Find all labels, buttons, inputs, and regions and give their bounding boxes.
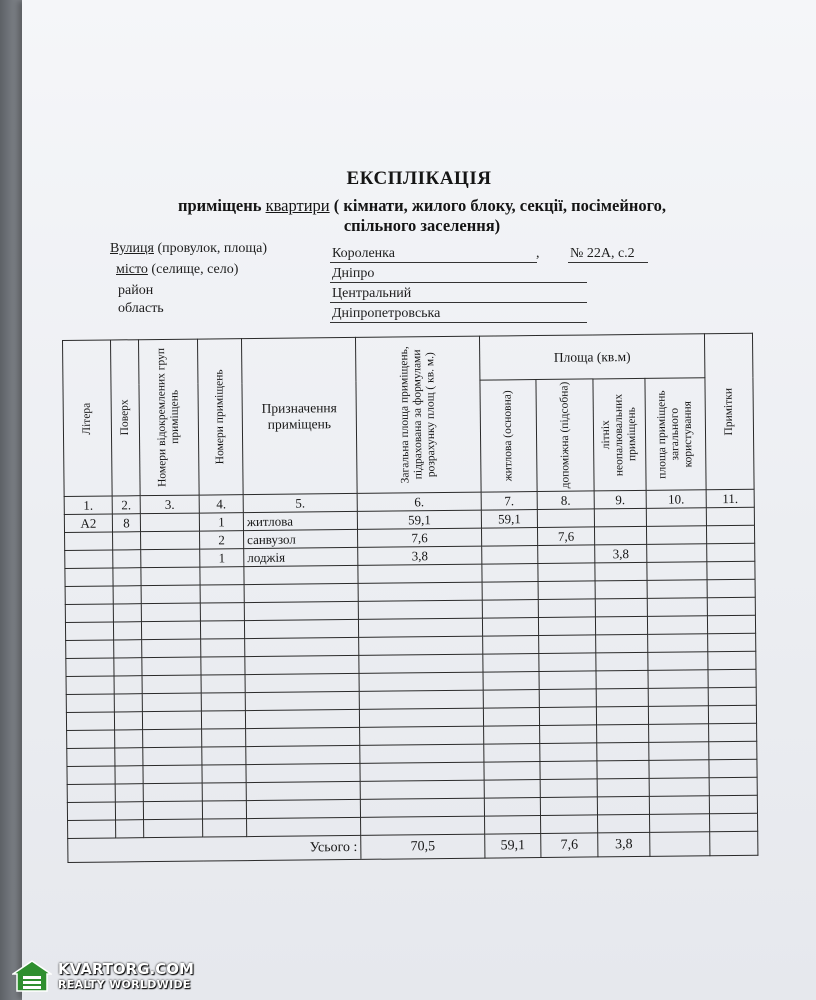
document-subtitle [82, 196, 762, 236]
cell-floor [113, 550, 141, 568]
column-number: 8. [537, 491, 594, 510]
cell-living [481, 528, 537, 547]
subtitle-word-apartment: квартири [265, 196, 330, 215]
city-label-main: місто [116, 262, 148, 277]
header-common: площа приміщень загального користування [645, 378, 706, 491]
cell-summer [594, 526, 646, 545]
cell-total: 7,6 [357, 528, 481, 547]
city-value: Дніпро [330, 266, 587, 283]
cell-purpose: санвузол [244, 529, 358, 548]
totals-aux: 7,6 [541, 833, 598, 858]
watermark-brand: KVARTORG.COM [58, 960, 194, 978]
cell-litera: А2 [64, 514, 112, 533]
document-title: ЕКСПЛІКАЦІЯ [346, 168, 492, 189]
header-auxiliary: допоміжна (підсобна) [536, 379, 594, 492]
column-number: 5. [243, 493, 357, 512]
column-number: 7. [481, 492, 537, 511]
column-number: 2. [112, 496, 140, 514]
cell-aux: 7,6 [537, 527, 594, 546]
cell-notes [706, 507, 754, 526]
cell-living: 59,1 [481, 510, 537, 529]
city-label [116, 262, 238, 278]
page-edge [0, 0, 22, 1000]
cell-group [141, 549, 200, 568]
cell-living [482, 546, 538, 565]
column-number: 11. [706, 489, 754, 508]
column-number: 4. [199, 495, 243, 513]
header-group-numbers: Номери відокремлених груп приміщень [139, 339, 200, 496]
district-value: Центральний [330, 286, 587, 303]
cell-purpose: лоджія [244, 547, 358, 566]
cell-total: 59,1 [357, 510, 481, 529]
region-label: область [118, 301, 164, 316]
cell-notes [707, 543, 755, 562]
cell-summer [594, 508, 646, 527]
cell-common [646, 526, 706, 545]
cell-total: 3,8 [358, 546, 482, 565]
totals-living: 59,1 [485, 834, 541, 859]
column-number: 6. [357, 492, 481, 511]
city-label-note: (селище, село) [151, 262, 239, 277]
cell-common [647, 544, 707, 563]
header-area-group: Площа (кв.м) [479, 334, 704, 380]
cell-group [141, 531, 200, 550]
header-litera: Літера [63, 340, 113, 496]
street-value: Короленка [330, 246, 537, 263]
street-label-main: Вулиця [110, 241, 154, 256]
header-living: житлова (основна) [480, 380, 537, 493]
subtitle-line2: спільного заселення) [343, 216, 501, 235]
cell-summer: 3,8 [595, 544, 647, 563]
column-number: 9. [594, 490, 646, 509]
cell-floor: 8 [112, 514, 140, 532]
totals-label: Усього : [203, 835, 361, 861]
totals-total: 70,5 [361, 834, 485, 859]
header-floor: Поверх [111, 340, 141, 496]
cell-notes [706, 525, 754, 544]
cell-room: 2 [200, 531, 244, 549]
header-notes: Примітки [704, 333, 754, 489]
cell-aux [538, 545, 595, 564]
subtitle-word-premises: приміщень [177, 196, 262, 215]
street-label-note: (провулок, площа) [157, 241, 268, 256]
cell-room: 1 [200, 549, 244, 567]
totals-summer: 3,8 [598, 832, 650, 857]
district-label: район [118, 283, 154, 298]
header-summer: літніх неопалювальних приміщень [593, 378, 646, 491]
header-purpose: Призначення приміщень [241, 337, 357, 494]
table-body [64, 507, 757, 838]
street-label [110, 241, 267, 257]
watermark-tagline: REALTY WORLDWIDE [58, 978, 191, 991]
header-total-area: Загальна площа приміщень, підрахована за формулами розрахунку площ ( кв. м.) [355, 336, 481, 493]
cell-floor [113, 532, 141, 550]
house-number: № 22А, с.2 [568, 246, 648, 263]
column-number: 1. [64, 496, 112, 515]
header-room-numbers: Номери приміщень [197, 339, 243, 495]
street-comma: , [536, 246, 540, 261]
explication-table [62, 333, 758, 863]
column-number: 3. [140, 495, 199, 514]
cell-group [140, 513, 199, 532]
cell-purpose: житлова [243, 511, 357, 530]
house-logo-icon [12, 960, 52, 992]
cell-litera [65, 532, 113, 551]
cell-common [646, 508, 706, 527]
cell-aux [537, 509, 594, 528]
subtitle-types: ( кімнати, жилого блоку, секції, посімейного, [333, 196, 667, 215]
document-sheet [22, 0, 816, 1000]
region-value: Дніпропетровська [330, 306, 587, 323]
cell-room: 1 [199, 513, 243, 531]
column-number: 10. [646, 490, 706, 509]
cell-litera [65, 550, 113, 569]
watermark [12, 958, 192, 994]
